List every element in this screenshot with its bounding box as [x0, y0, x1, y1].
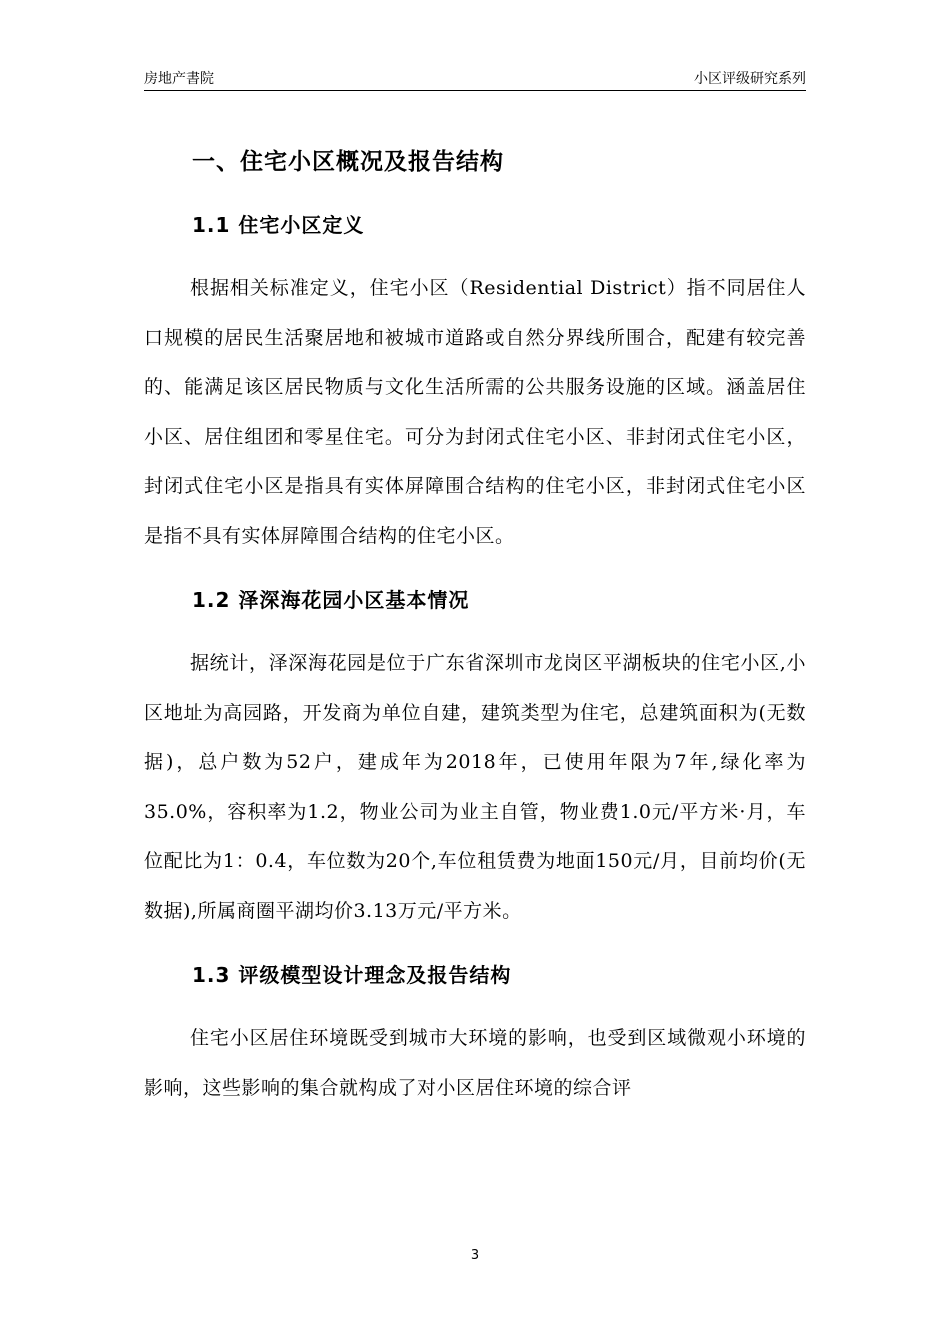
page-header [144, 64, 806, 91]
page-number: 3 [470, 1248, 480, 1263]
section-heading-1: 一、住宅小区概况及报告结构 [192, 149, 504, 175]
paragraph-basic-info: 据统计，泽深海花园是位于广东省深圳市龙岗区平湖板块的住宅小区,小区地址为高园路，开发商为单位自建，建筑类型为住宅，总建筑面积为(无数据)，总户数为52户，建成年为2018年，已使用年限为7年,绿化率为35.0%，容积率为1.2，物业公司为业主自管，物业费1.0元/平方米·月，车位配比为1：0.4，车位数为20个,车位租赁费为地面150元/月，目前均价(无数据),所属商圈平湖均价3.13万元/平方米。 [144, 652, 806, 922]
document-body [144, 146, 806, 1113]
header-publisher: 房地产書院 [144, 71, 214, 87]
paragraph-definition: 根据相关标准定义，住宅小区（Residential District）指不同居住人口规模的居民生活聚居地和被城市道路或自然分界线所围合，配建有较完善的、能满足该区居民物质与文化生活所需的公共服务设施的区域。涵盖居住小区、居住组团和零星住宅。可分为封闭式住宅小区、非封闭式住宅小区，封闭式住宅小区是指具有实体屏障围合结构的住宅小区，非封闭式住宅小区是指不具有实体屏障围合结构的住宅小区。 [144, 277, 806, 547]
section-heading-1-3: 1.3 评级模型设计理念及报告结构 [192, 963, 512, 987]
header-series-title: 小区评级研究系列 [694, 71, 806, 87]
paragraph-model-design: 住宅小区居住环境既受到城市大环境的影响，也受到区域微观小环境的影响，这些影响的集合就构成了对小区居住环境的综合评 [144, 1027, 806, 1099]
section-heading-1-1: 1.1 住宅小区定义 [192, 213, 365, 237]
section-heading-1-2: 1.2 泽深海花园小区基本情况 [192, 588, 470, 612]
